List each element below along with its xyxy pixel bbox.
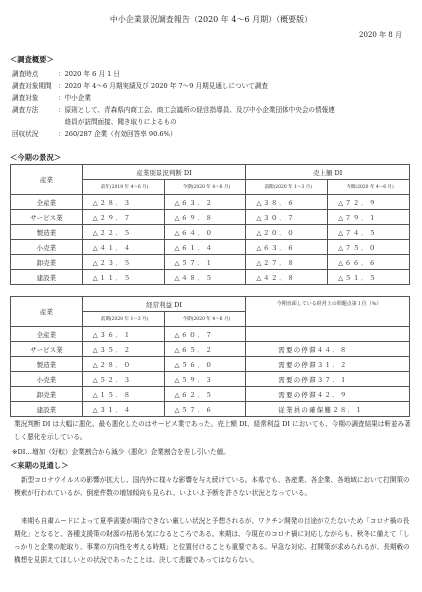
table-row — [11, 195, 410, 210]
table-row — [11, 255, 410, 270]
industry-cell: サービス業 — [11, 342, 83, 357]
current-heading: ＜今期の景況＞ — [10, 153, 62, 162]
outlook-paragraph: 来期も自粛ムードによって夏季需要が期待できない厳しい状況と予想されるが、ワクチン開発の目途が立たないため「コロナ禍の長期化」となると、各種支援策の財源の枯渇も気になるところである。来期は、今現在のコロナ禍に対応しながらも、秋冬に備えて「しっかりと企業の舵取り、事業の方向性を考える時期」と位置付けることも重要である。早急な対応、打開策が求められるが、長期戦の構想を見据えてほしいとの状況であったことは、決して悲観であってはならない。 — [14, 517, 410, 564]
value-cell: △５６．０ — [164, 357, 246, 372]
overview-value: 絡員が訪問面接、聞き取りによるもの — [58, 118, 177, 126]
overview-row — [12, 68, 410, 80]
industry-cell: 卸売業 — [11, 387, 83, 402]
industry-cell: 製造業 — [11, 357, 83, 372]
table-row — [11, 327, 410, 342]
value-cell: △３８．６ — [246, 195, 328, 210]
table-row — [11, 210, 410, 225]
industry-cell: 製造業 — [11, 225, 83, 240]
value-cell: △７２．９ — [328, 195, 410, 210]
value-cell: △５１．５ — [328, 270, 410, 285]
value-cell: △１１．５ — [82, 270, 164, 285]
overview-key: 調査時点 — [12, 70, 39, 78]
value-cell: △６１．４ — [164, 240, 246, 255]
industry-cell: サービス業 — [11, 210, 83, 225]
value-cell: △２７．８ — [246, 255, 328, 270]
table-row — [11, 387, 410, 402]
value-cell: △５２．３ — [82, 372, 164, 387]
value-cell: △２３．５ — [82, 255, 164, 270]
issue-cell — [246, 327, 410, 342]
industry-cell: 全産業 — [11, 195, 83, 210]
overview-key: 調査方法 — [12, 106, 39, 114]
value-cell: △３０．７ — [246, 210, 328, 225]
overview-row — [12, 104, 410, 116]
overview-value: ：2020 年 6 月 1 日 — [58, 70, 121, 78]
table-row — [11, 342, 410, 357]
outlook-paragraph: 新型コロナウイルスの影響が拡大し、国内外に様々な影響を与え続けている。本県でも、各産業、各企業、各地域において打開策の模索が行われているが、倒産件数の増加傾向も見られ、いよいよ予断を許さない状況となっている。 — [14, 476, 410, 497]
overview-row — [12, 116, 410, 128]
value-cell: △２８．０ — [82, 357, 164, 372]
column-header: 今期(2020 年 4～6 月) — [164, 312, 246, 327]
overview-value: ：2020 年 4～6 月期実績及び 2020 年 7～9 月期見通しについて調査 — [58, 82, 268, 90]
value-cell: △７５．０ — [328, 240, 410, 255]
overview-key: 回収状況 — [12, 130, 39, 138]
value-cell: △１５．８ — [82, 387, 164, 402]
value-cell: △２９．７ — [82, 210, 164, 225]
value-cell: △４２．８ — [246, 270, 328, 285]
industry-cell: 小売業 — [11, 240, 83, 255]
issue-cell: 需要の停滞４２．９ — [246, 387, 410, 402]
di-note: ※DI…増加（好転）企業割合から減少（悪化）企業割合を差し引いた値。 — [12, 448, 230, 456]
column-header: 前年(2019 年 4～6 月) — [82, 180, 164, 195]
report-date: 2020 年 8 月 — [359, 31, 402, 39]
value-cell: △６４．０ — [164, 225, 246, 240]
value-cell: △６６．６ — [328, 255, 410, 270]
value-cell: △６９．８ — [164, 210, 246, 225]
value-cell: △４８．５ — [164, 270, 246, 285]
industry-cell: 全産業 — [11, 327, 83, 342]
column-header: 今期(2020 年 4～6 月) — [164, 180, 246, 195]
industry-cell: 建設業 — [11, 402, 83, 417]
issue-cell: 需要の停滞３７．１ — [246, 372, 410, 387]
overview-key: 調査対象 — [12, 94, 39, 102]
value-cell: △６３．２ — [164, 195, 246, 210]
table-row — [11, 402, 410, 417]
value-cell: △５７．１ — [164, 255, 246, 270]
column-header: 前期(2020 年 1～3 月) — [82, 312, 164, 327]
value-cell: △３６．１ — [82, 327, 164, 342]
value-cell: △７４．５ — [328, 225, 410, 240]
overview-key: 調査対象期間 — [12, 82, 52, 90]
industry-cell: 卸売業 — [11, 255, 83, 270]
value-cell: △２２．５ — [82, 225, 164, 240]
page-title: 中小企業景況調査報告（2020 年 4～6 月期）（概要版） — [109, 15, 313, 24]
value-cell: △５９．３ — [164, 372, 246, 387]
table-row — [11, 225, 410, 240]
issue-cell: 従業員の確保難２８．１ — [246, 402, 410, 417]
issue-header: 今期直面している経営上の問題点第１位（%） — [246, 297, 410, 327]
overview-value: ：原則として、青森県内商工会、商工会議所の経営指導員、及び中小企業団体中央会の情報連 — [58, 106, 335, 114]
summary-text: 業況判断 DI は大幅に悪化、最も悪化したのはサービス業であった。売上額 DI、経常利益 DI においても、今期の調査結果は軒並み著しく悪化を示している。 — [14, 420, 411, 441]
value-cell: △５７．６ — [164, 402, 246, 417]
overview-key — [12, 116, 58, 128]
value-cell: △３１．４ — [82, 402, 164, 417]
value-cell: △３５．２ — [82, 342, 164, 357]
overview-row — [12, 80, 410, 92]
column-header: 前期(2020 年 1～3 月) — [246, 180, 328, 195]
value-cell: △２８．３ — [82, 195, 164, 210]
group-header: 産業別景況判断 DI — [82, 165, 246, 180]
business-di-table — [10, 164, 410, 285]
table-row — [11, 357, 410, 372]
industry-cell: 小売業 — [11, 372, 83, 387]
industry-cell: 建設業 — [11, 270, 83, 285]
value-cell: △６０．７ — [164, 327, 246, 342]
value-cell: △２０．０ — [246, 225, 328, 240]
issue-cell: 需要の停滞３１．２ — [246, 357, 410, 372]
group-header: 経常利益 DI — [82, 297, 246, 312]
value-cell: △６３．６ — [246, 240, 328, 255]
outlook-heading: ＜来期の見通し＞ — [10, 461, 69, 470]
value-cell: △６５．２ — [164, 342, 246, 357]
value-cell: △６２．５ — [164, 387, 246, 402]
profit-di-table — [10, 296, 410, 417]
overview-value: ：中小企業 — [58, 94, 91, 102]
overview-heading: ＜調査概要＞ — [10, 55, 54, 64]
table-row — [11, 240, 410, 255]
overview-value: ：260/287 企業（有効回答率 90.6%） — [58, 130, 177, 138]
column-header: 今期(2020 年 4～6 月) — [328, 180, 410, 195]
group-header: 売上額 DI — [246, 165, 410, 180]
industry-header: 産業 — [11, 297, 83, 327]
table-row — [11, 270, 410, 285]
value-cell: △７９．１ — [328, 210, 410, 225]
issue-cell: 需要の停滞４４．８ — [246, 342, 410, 357]
industry-header: 産業 — [11, 165, 83, 195]
overview-list — [12, 68, 410, 140]
value-cell: △４１．４ — [82, 240, 164, 255]
overview-row — [12, 128, 410, 140]
overview-row — [12, 92, 410, 104]
table-row — [11, 372, 410, 387]
